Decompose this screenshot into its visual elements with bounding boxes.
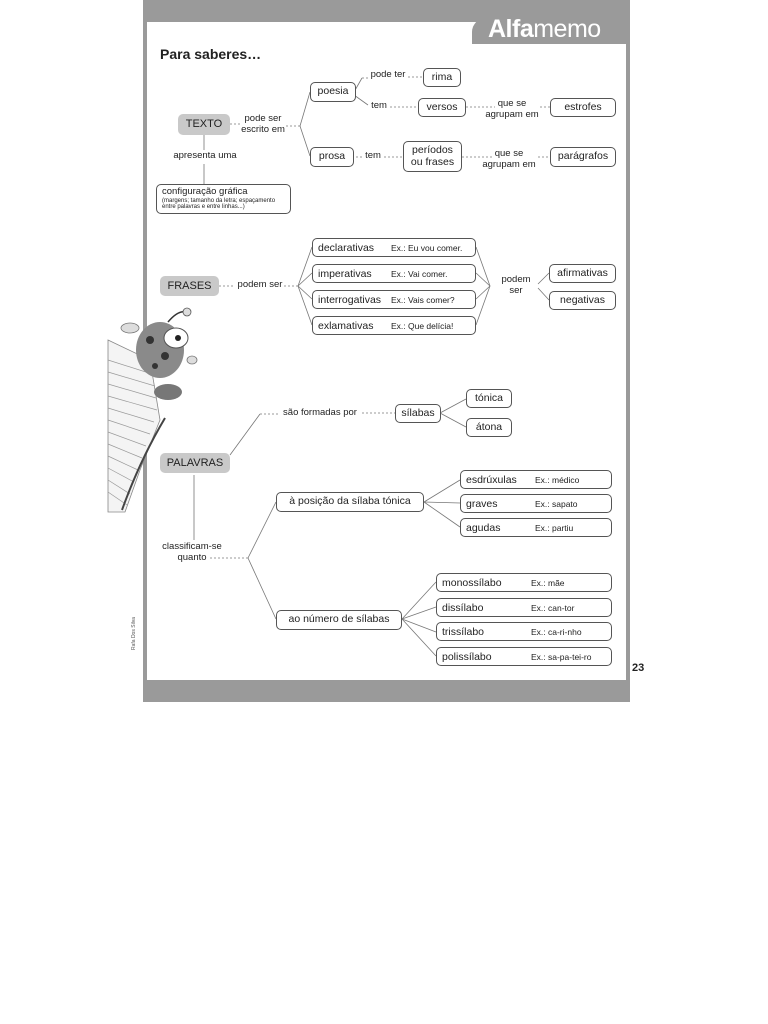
posicao-row: esdrúxulas Ex.: médico bbox=[460, 470, 612, 489]
periodos-node: períodos ou frases bbox=[403, 141, 462, 172]
formadas-label: são formadas por bbox=[283, 407, 357, 418]
numero-row: monossílabo Ex.: mãe bbox=[436, 573, 612, 592]
posicao-node: à posição da sílaba tónica bbox=[276, 492, 424, 512]
frase-type-row: interrogativas Ex.: Vais comer? bbox=[312, 290, 476, 309]
escrito-label: pode ser escrito em bbox=[241, 113, 285, 135]
podem-ser-label-2: podem ser bbox=[501, 274, 531, 296]
texto-node: TEXTO bbox=[178, 114, 230, 135]
apresenta-label: apresenta uma bbox=[173, 150, 237, 161]
agrupam-label-1: que se agrupam em bbox=[485, 98, 539, 120]
numero-row: polissílabo Ex.: sa-pa-tei-ro bbox=[436, 647, 612, 666]
silabas-node: sílabas bbox=[395, 404, 441, 423]
agrupam-label-2: que se agrupam em bbox=[482, 148, 536, 170]
posicao-row: graves Ex.: sapato bbox=[460, 494, 612, 513]
frase-type-row: exlamativas Ex.: Que delícia! bbox=[312, 316, 476, 335]
brand-logo: Alfamemo bbox=[488, 15, 601, 43]
numero-row: trissílabo Ex.: ca-ri-nho bbox=[436, 622, 612, 641]
tonica-node: tónica bbox=[466, 389, 512, 408]
estrofes-node: estrofes bbox=[550, 98, 616, 117]
numero-row: dissílabo Ex.: can-tor bbox=[436, 598, 612, 617]
numero-node: ao número de sílabas bbox=[276, 610, 402, 630]
podem-ser-label: podem ser bbox=[237, 279, 283, 290]
afirmativas-node: afirmativas bbox=[549, 264, 616, 283]
negativas-node: negativas bbox=[549, 291, 616, 310]
posicao-row: agudas Ex.: partiu bbox=[460, 518, 612, 537]
pode-ter-label: pode ter bbox=[370, 69, 406, 80]
frase-type-row: declarativas Ex.: Eu vou comer. bbox=[312, 238, 476, 257]
illustration-credit: Rafa Dos Silva bbox=[131, 616, 137, 650]
prosa-node: prosa bbox=[310, 147, 354, 167]
tem-label-2: tem bbox=[365, 150, 381, 161]
rima-node: rima bbox=[423, 68, 461, 87]
versos-node: versos bbox=[418, 98, 466, 117]
tem-label-1: tem bbox=[371, 100, 387, 111]
frase-type-row: imperativas Ex.: Vai comer. bbox=[312, 264, 476, 283]
config-grafica-node: configuração gráfica (margens; tamanho da letra; espaçamento entre palavras e entre linhas...) bbox=[156, 184, 291, 214]
atona-node: átona bbox=[466, 418, 512, 437]
poesia-node: poesia bbox=[310, 82, 356, 102]
mascot-illustration bbox=[108, 308, 197, 512]
paragrafos-node: parágrafos bbox=[550, 147, 616, 167]
page-number: 23 bbox=[632, 662, 645, 674]
palavras-node: PALAVRAS bbox=[160, 453, 230, 473]
classificam-label: classificam-se quanto bbox=[162, 541, 222, 563]
page-title: Para saberes… bbox=[160, 46, 262, 62]
frases-node: FRASES bbox=[160, 276, 219, 296]
